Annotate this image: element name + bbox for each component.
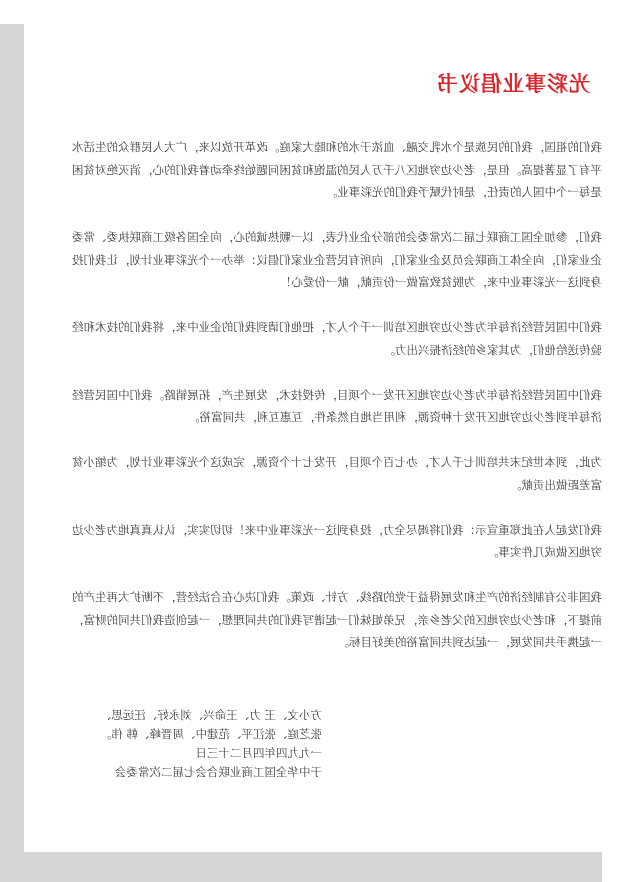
- date-line: 一九九四年四月二十三日: [195, 746, 322, 760]
- paragraph: 我们中国民营经济每年为老少边穷地区培训一千个人才，把他们请到我们的企业中来，将我们的技术和经验传送给他们，为其家乡的经济振兴出力。: [72, 320, 602, 357]
- document-page: [24, 0, 626, 852]
- paragraph: 我们，参加全国工商联七届二次常委会的部分企业代表，以一颗热诚的心，向全国各级工商联执委、常委企业家们，向全体工商联会员及企业家们，向所有民营企业家们倡议：举办一个光彩事业计划，让我们投身到这一光彩事业中来，为脱贫致富做一份贡献，献一份爱心！: [72, 230, 602, 289]
- paragraph: 为此，到本世纪末共培训七千人才，办七百个项目，开发七十个资源，完成这个光彩事业计划，为缩小贫富差距做出贡献。: [72, 455, 602, 492]
- paragraph: 我们的祖国，我们的民族是个水乳交融、血浓于水的和睦大家庭。改革开放以来，广大人民群众的生活水平有了显著提高。但是，老少边穷地区八千万人民的温饱和贫困问题始终牵动着我们的心，消灭绝对贫困是每一个中国人的责任，是时代赋予我们的光彩事业。: [72, 140, 602, 199]
- body-text: [72, 136, 602, 676]
- signatory-line: 方小文、王 力、王命兴、刘永好、汪远思、: [99, 708, 322, 722]
- signatory-line: 张芝庭、张江平、范建中、周晋峰、韩 伟。: [99, 727, 322, 741]
- paragraph: 我们发起人在此郑重宣示：我们将竭尽全力，投身到这一光彩事业中来！切切实实，认认真真地为老少边穷地区做成几件实事。: [72, 522, 602, 559]
- mirrored-content: [24, 0, 626, 852]
- paragraph: 我们中国民营经济每年为老少边穷地区开发一个项目，传授技术，发展生产，拓展销路。我们中国民营经济每年到老少边穷地区开发十种资源，利用当地自然条件，互惠互利，共同富裕。: [72, 387, 602, 424]
- paragraph: 我国非公有制经济的产生和发展得益于党的路线、方针、政策。我们决心在合法经营，不断扩大再生产的前提下，和老少边穷地区的父老乡亲，兄弟姐妹们一起谱写我们的共同理想，一起创造我们共同的财富，一起携手共同发展，一起达到共同富裕的美好目标。: [72, 590, 602, 649]
- venue-line: 于中华全国工商业联合会七届二次常委会: [115, 765, 322, 779]
- signature-block: [62, 706, 322, 782]
- page-title: 光彩事业倡议书: [436, 72, 590, 96]
